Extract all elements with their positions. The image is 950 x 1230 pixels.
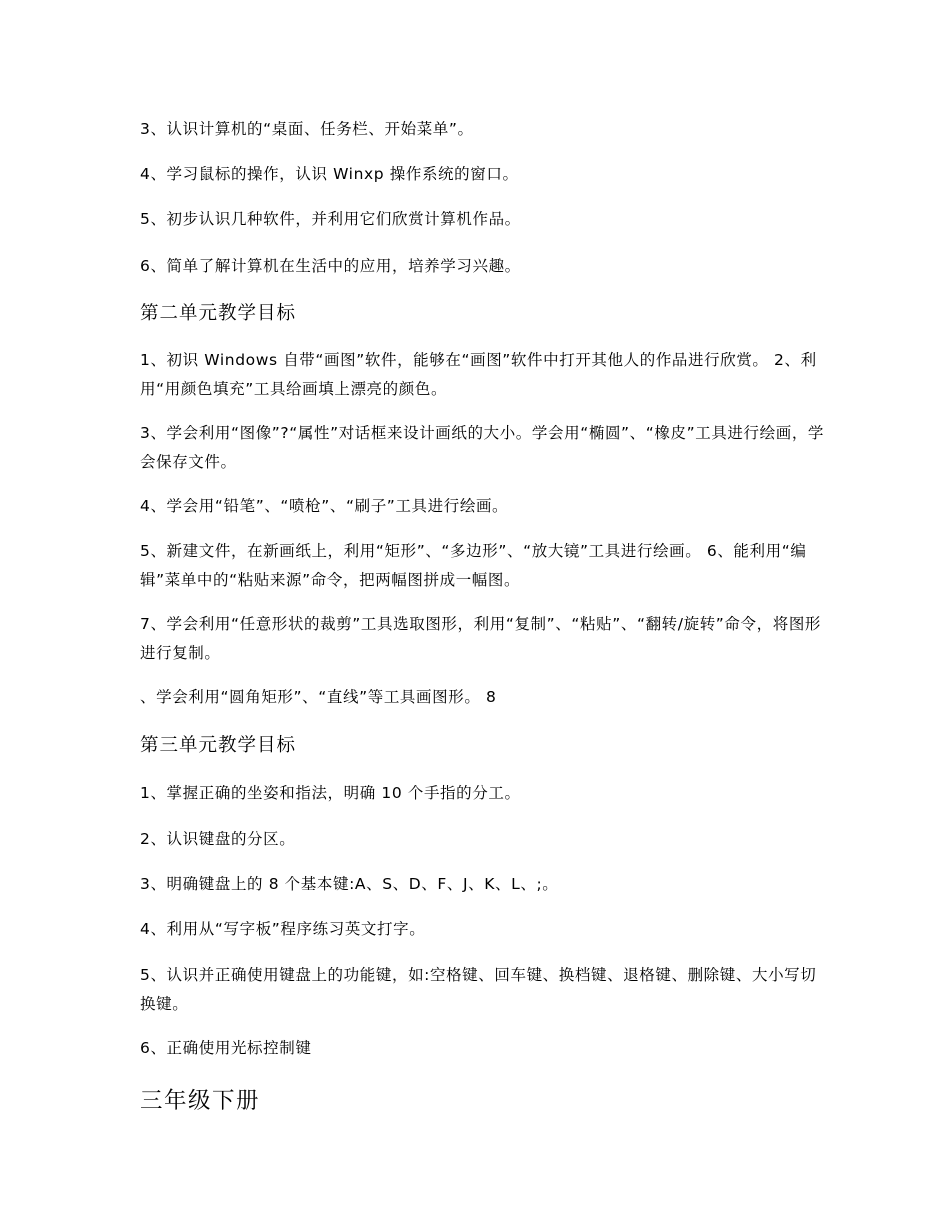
- paragraph-item-3: 3、认识计算机的“桌面、任务栏、开始菜单”。: [140, 120, 474, 138]
- unit3-item-5: 5、认识并正确使用键盘上的功能键，如:空格键、回车键、换档键、退格键、删除键、大小写切换键。: [140, 966, 817, 1013]
- unit2-item-4: 4、学会用“铅笔”、“喷枪”、“刷子”工具进行绘画。: [140, 497, 509, 515]
- unit3-item-3: 3、明确键盘上的 8 个基本键:A、S、D、F、J、K、L、;。: [140, 875, 559, 893]
- grade-heading: 三年级下册: [140, 1088, 261, 1114]
- unit2-item-7: 7、学会利用“任意形状的裁剪”工具选取图形，利用“复制”、“粘贴”、“翻转/旋转”命令，将图形进行复制。: [140, 615, 822, 662]
- unit2-heading: 第二单元教学目标: [140, 303, 297, 324]
- unit3-item-2: 2、认识键盘的分区。: [140, 830, 296, 848]
- paragraph-item-6: 6、简单了解计算机在生活中的应用，培养学习兴趣。: [140, 257, 521, 275]
- paragraph-item-4: 4、学习鼠标的操作，认识 Winxp 操作系统的窗口。: [140, 165, 519, 183]
- unit3-heading: 第三单元教学目标: [140, 735, 297, 756]
- unit3-item-1: 1、掌握正确的坐姿和指法，明确 10 个手指的分工。: [140, 784, 521, 802]
- unit2-item-3: 3、学会利用“图像”?“属性”对话框来设计画纸的大小。学会用“椭圆”、“橡皮”工具进行绘画，学会保存文件。: [140, 424, 825, 471]
- unit2-item-1: 1、初识 Windows 自带“画图”软件，能够在“画图”软件中打开其他人的作品进行欣赏。 2、利用“用颜色填充”工具给画填上漂亮的颜色。: [140, 351, 817, 398]
- unit2-item-5: 5、新建文件，在新画纸上，利用“矩形”、“多边形”、“放大镜”工具进行绘画。 6、能利用“编辑”菜单中的“粘贴来源”命令，把两幅图拼成一幅图。: [140, 542, 807, 589]
- unit2-item-8: 、学会利用“圆角矩形”、“直线”等工具画图形。 8: [140, 688, 497, 706]
- unit3-item-6: 6、正确使用光标控制键: [140, 1039, 312, 1057]
- unit3-item-4: 4、利用从“写字板”程序练习英文打字。: [140, 920, 426, 938]
- paragraph-item-5: 5、初步认识几种软件，并利用它们欣赏计算机作品。: [140, 210, 521, 228]
